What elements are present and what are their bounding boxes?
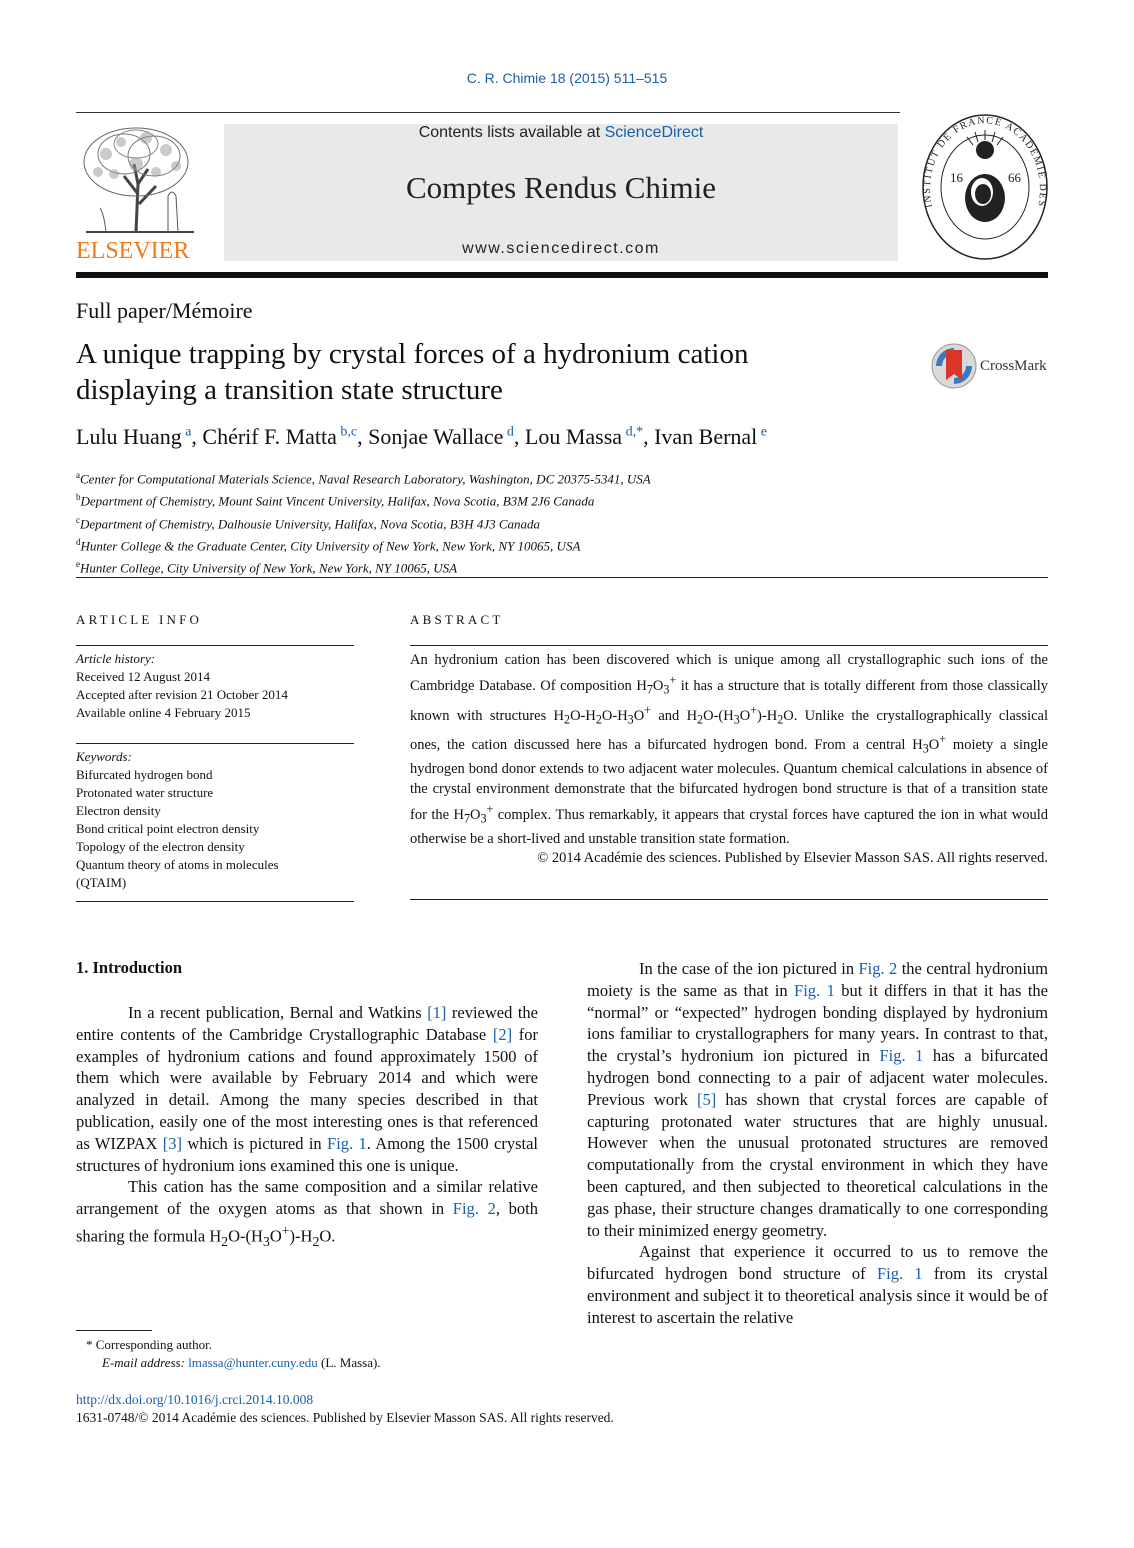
author-affiliation-link[interactable]: d: [506, 424, 514, 440]
affiliation-marker: b: [76, 492, 81, 503]
author-affiliation-link[interactable]: d,*: [625, 424, 644, 440]
title-line-1: A unique trapping by crystal forces of a hydronium cation: [76, 338, 749, 370]
keyword-item: Bifurcated hydrogen bond: [76, 767, 213, 782]
affiliation-marker: e: [76, 559, 80, 570]
figure-link[interactable]: Fig. 1: [794, 980, 835, 1000]
author-list: Lulu Huang $^a$, Chérif F. Matta $^{b,c}$, Sonjae Wallace $^d$, Lou Massa $^{d,*}$, Ivan Bernal $^e$: [76, 424, 768, 449]
journal-url[interactable]: www.sciencedirect.com: [462, 240, 660, 257]
article-info-heading: ARTICLE INFO: [76, 612, 203, 627]
journal-citation-link[interactable]: C. R. Chimie 18 (2015) 511–515: [466, 70, 668, 86]
author-name: Sonjae Wallace: [368, 424, 504, 449]
seal-lettering: INSTITUT DE FRANCE ACADEMIE DES: [921, 115, 1049, 209]
figure-link[interactable]: Fig. 1: [327, 1133, 367, 1153]
footnote-line: [86, 1354, 381, 1372]
header-thick-rule: [76, 272, 1048, 278]
affiliation-text: Department of Chemistry, Mount Saint Vincent University, Halifax, Nova Scotia, B3M 2J6 Canada: [80, 493, 595, 509]
reference-link[interactable]: [2]: [492, 1024, 513, 1044]
keywords-label: Keywords:: [76, 749, 132, 764]
reference-link[interactable]: [5]: [697, 1089, 717, 1109]
figure-link[interactable]: Fig. 1: [876, 1264, 923, 1284]
affiliations-rule: [76, 577, 1048, 578]
issn-copyright: 1631-0748/© 2014 Académie des sciences. Published by Elsevier Masson SAS. All rights reserved.: [76, 1410, 614, 1425]
abstract-rule: [410, 645, 1048, 646]
keyword-item: Topology of the electron density: [76, 839, 245, 854]
keywords: [76, 748, 356, 892]
keyword-item: Electron density: [76, 803, 161, 818]
reference-link[interactable]: [1]: [427, 1003, 447, 1022]
header-top-rule: [76, 112, 900, 113]
history-item: Accepted after revision 21 October 2014: [76, 687, 288, 702]
footnote-rule: [76, 1330, 152, 1331]
affiliation-text: Hunter College & the Graduate Center, City University of New York, New York, NY 10065, USA: [80, 538, 581, 554]
author-affiliation-link[interactable]: b,c: [340, 424, 358, 440]
body-paragraph: This cation has the same composition and a similar relative arrangement of the oxygen atoms as that shown in Fig. 2, both sharing the formula $H_2O-(H_3O^+)-H_2O$.: [76, 1177, 538, 1249]
author-name: Ivan Bernal: [654, 424, 758, 449]
footnote-star: *: [86, 1337, 93, 1352]
affiliations: [76, 466, 651, 578]
body-column-left: [76, 1002, 538, 1253]
abstract-text: An hydronium cation has been discovered which is unique among all crystallographic such ions of the Cambridge Database. Of composition $H_7O_3^+$ it has a structure that is totally different from those classically known with structures $H_2O-H_2O-H_3O^+$ and $H_2O-(H_3O^+)-H_2O$. Unlike the crystallographically classical ones, the cation discussed here has a bifurcated hydrogen bond. From a central $H_3O^+$ moiety a single hydrogen bond donor extends to two adjacent water molecules. Quantum chemical calculations in absence of the crystal environment demonstrate that the bifurcated hydrogen bond structure is that of a transition state for the $H_7O_3^+$ complex. Thus remarkably, it appears that crystal forces have captured the ion in what would otherwise be a short-lived and unstable transition state formation.: [410, 652, 1048, 847]
article-history: [76, 650, 356, 722]
figure-link[interactable]: Fig. 2: [858, 959, 898, 978]
body-paragraph: In the case of the ion pictured in Fig. 2 the central hydronium moiety is the same as that in Fig. 1 but it differs in that it has the “normal” or “expected” hydrogen bonding displayed by hydronium ions familiar to crystallographers for many years. In contrast to that, the crystal’s hydronium ion pictured in Fig. 1 has a bifurcated hydrogen bond connecting to a pair of adjacent water molecules. Previous work [5] has shown that crystal forces are capable of capturing protonated water structures that are highly unusual. However when the unusual protonated structures are removed computationally from the crystal environment in which they have been captured, and then subjected to theoretical calculations in the gas phase, their structure changes dramatically to one corresponding to their minimized energy geometry.: [587, 959, 1048, 1240]
keyword-item: (QTAIM): [76, 875, 127, 890]
crossmark-label[interactable]: CrossMark: [980, 358, 1047, 374]
affiliation-item: [76, 466, 651, 488]
affiliation-text: Center for Computational Materials Science, Naval Research Laboratory, Washington, DC 20375-5341, USA: [80, 471, 651, 487]
author-name: Lulu Huang: [76, 424, 182, 449]
sciencedirect-link[interactable]: ScienceDirect: [604, 124, 704, 141]
affiliation-item: [76, 555, 651, 577]
affiliation-text: Hunter College, City University of New York, New York, NY 10065, USA: [80, 560, 458, 576]
author-name: Lou Massa: [524, 424, 623, 449]
email-label: E-mail address:: [102, 1355, 185, 1370]
footnote-line: [86, 1336, 381, 1354]
article-info-rule: [76, 645, 354, 646]
corresponding-author-note: Corresponding author.: [95, 1337, 213, 1352]
footnote: [86, 1336, 381, 1372]
title-line-2: displaying a transition state structure: [76, 374, 503, 406]
history-item: Available online 4 February 2015: [76, 705, 251, 720]
academy-seal-logo: [920, 112, 1050, 262]
article-title: [76, 336, 916, 408]
journal-name: Comptes Rendus Chimie: [406, 170, 716, 205]
contents-prefix: Contents lists available at: [418, 124, 605, 141]
abstract-heading: ABSTRACT: [410, 612, 504, 627]
email-link[interactable]: lmassa@hunter.cuny.edu: [188, 1355, 318, 1370]
elsevier-wordmark: ELSEVIER: [76, 238, 190, 264]
body-column-right: [587, 958, 1048, 1329]
abstract-copyright: © 2014 Académie des sciences. Published by Elsevier Masson SAS. All rights reserved.: [537, 850, 1048, 866]
body-paragraph: Against that experience it occurred to us to remove the bifurcated hydrogen bond structure of Fig. 1 from its crystal environment and subject it to theoretical analysis since it would be of interest to ascertain the relative: [587, 1242, 1048, 1327]
author-name: Chérif F. Matta: [202, 424, 337, 449]
keyword-item: Protonated water structure: [76, 785, 214, 800]
history-item: Received 12 August 2014: [76, 669, 210, 684]
affiliation-text: Department of Chemistry, Dalhousie University, Halifax, Nova Scotia, B3H 4J3 Canada: [80, 515, 541, 531]
author-affiliation-link[interactable]: a: [185, 424, 192, 440]
affiliation-marker: a: [76, 470, 80, 480]
doi-link[interactable]: http://dx.doi.org/10.1016/j.crci.2014.10.008: [76, 1392, 314, 1407]
seal-year-right: 66: [1008, 170, 1021, 185]
article-info-rule: [76, 901, 354, 902]
reference-link[interactable]: [3]: [162, 1133, 183, 1153]
affiliation-marker: c: [76, 514, 80, 525]
affiliation-item: [76, 533, 651, 555]
keyword-item: Bond critical point electron density: [76, 821, 260, 836]
seal-year-left: 16: [950, 170, 963, 185]
abstract-rule: [410, 899, 1048, 900]
affiliation-item: [76, 488, 651, 510]
keyword-item: Quantum theory of atoms in molecules: [76, 857, 279, 872]
affiliation-item: [76, 511, 651, 533]
article-info-rule: [76, 743, 354, 744]
figure-link[interactable]: Fig. 2: [452, 1199, 496, 1219]
email-suffix: (L. Massa).: [317, 1355, 381, 1370]
affiliation-marker: d: [76, 536, 81, 547]
author-affiliation-link[interactable]: e: [760, 424, 768, 440]
figure-link[interactable]: Fig. 1: [879, 1046, 924, 1066]
history-label: Article history:: [76, 651, 156, 666]
body-paragraph: In a recent publication, Bernal and Watkins [1] reviewed the entire contents of the Cambridge Crystallographic Database [2] for examples of hydronium cations and found approximately 1500 of them which were available by February 2014 and which were analyzed in detail. Among the many species described in that publication, easily one of the most interesting ones is that referenced as WIZPAX [3] which is pictured in Fig. 1. Among the 1500 crystal structures of hydronium ions examined this one is unique.: [76, 1003, 538, 1175]
section-heading-introduction: 1. Introduction: [76, 958, 183, 977]
section-type: Full paper/Mémoire: [76, 298, 253, 323]
crossmark-icon: [930, 342, 978, 390]
contents-available-line: [224, 124, 898, 142]
